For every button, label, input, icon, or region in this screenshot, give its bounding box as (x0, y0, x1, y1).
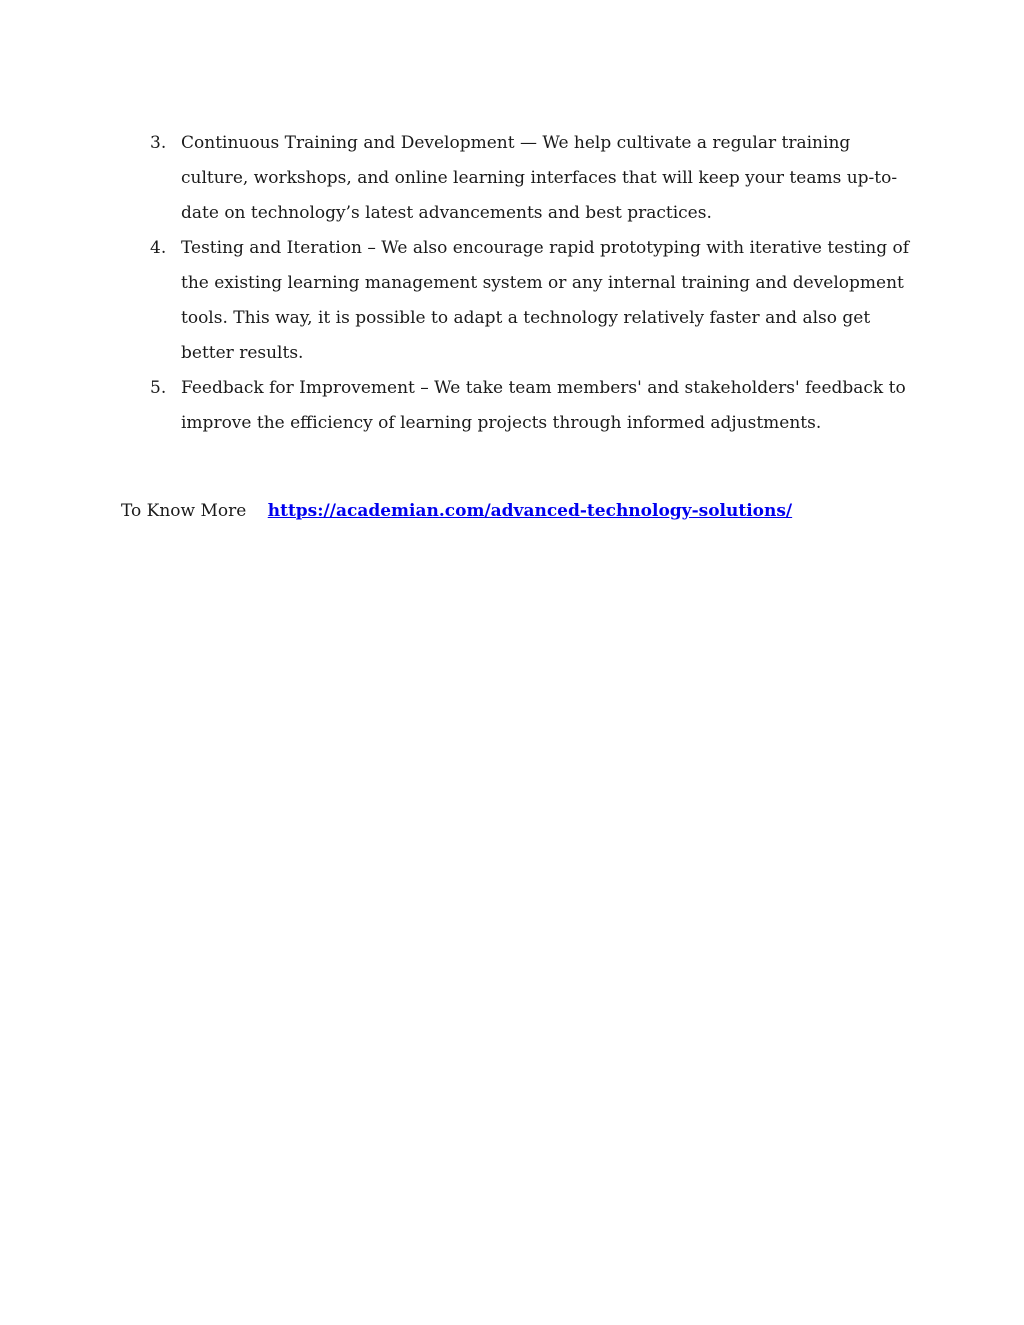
list-item (0, 371, 916, 441)
list-item (0, 231, 916, 371)
list-item-text: Feedback for Improvement – We take team members' and stakeholders' feedback to improve the efficiency of learning projects through informed adjustments. (181, 378, 906, 433)
list-item-number: 4. (150, 238, 167, 258)
know-more-link[interactable]: https://academian.com/advanced-technology-solutions/ (267, 501, 793, 521)
list-item-number: 3. (150, 133, 167, 153)
list-item-text: Continuous Training and Development — We help cultivate a regular training culture, workshops, and online learning interfaces that will keep your teams up-to-date on technology’s latest advancements and best practices. (181, 133, 898, 223)
know-more-label: To Know More (121, 501, 247, 521)
know-more-line (121, 494, 792, 529)
list-item-number: 5. (150, 378, 167, 398)
list-item-text: Testing and Iteration – We also encourage rapid prototyping with iterative testing of the existing learning management system or any internal training and development tools. This way, it is possible to adapt a technology relatively faster and also get better results. (181, 238, 910, 363)
list-item (0, 126, 916, 231)
numbered-list (0, 126, 1024, 441)
